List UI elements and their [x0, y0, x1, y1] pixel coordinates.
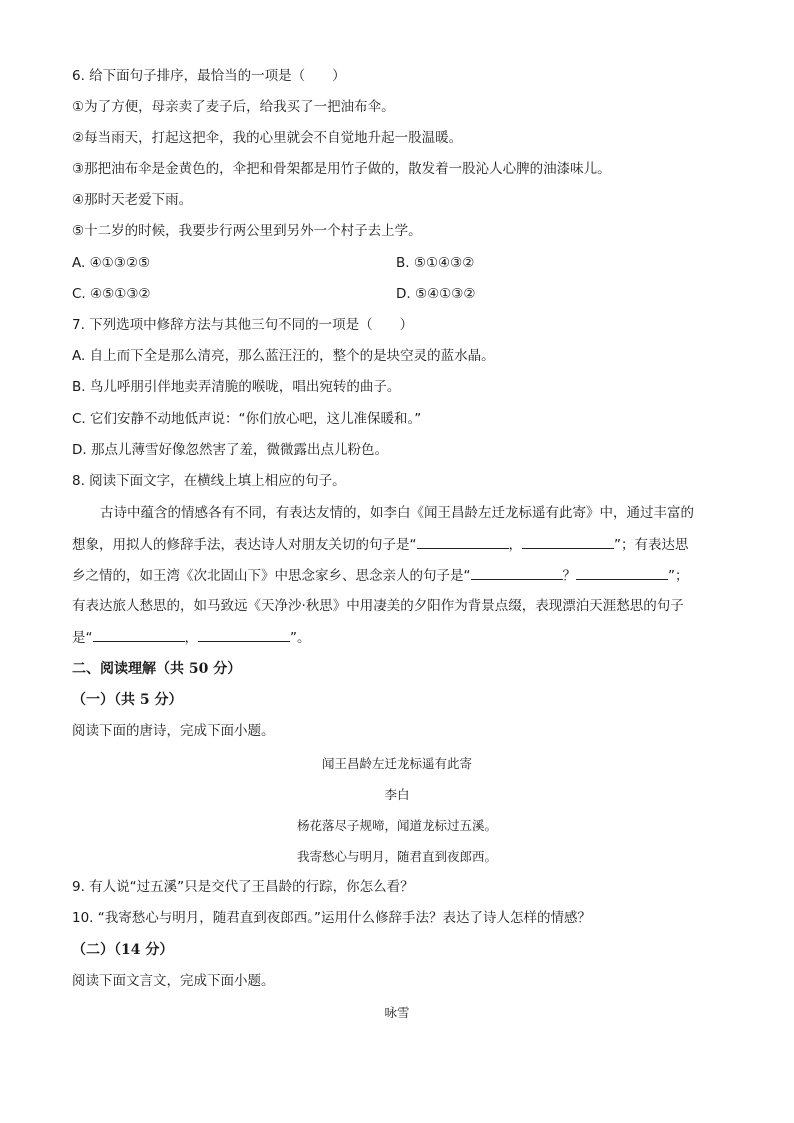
- q7-stem: 7. 下列选项中修辞方法与其他三句不同的一项是（ ）: [72, 317, 414, 333]
- q6-sentence-3: ③那把油布伞是金黄色的，伞把和骨架都是用竹子做的，散发着一股沁人心脾的油漆味儿。: [72, 161, 611, 177]
- q7-option-c: C. 它们安静不动地低声说：“你们放心吧，这儿准保暖和。”: [72, 411, 422, 427]
- q8-text: 是“: [72, 630, 93, 646]
- poem-line-1: 杨花落尽子规啼，闻道龙标过五溪。: [296, 818, 497, 833]
- answer-blank[interactable]: [93, 627, 185, 642]
- q8-text: 想象，用拟人的修辞手法，表达诗人对朋友关切的句子是“: [72, 537, 417, 553]
- q8-text: ”。: [290, 630, 311, 646]
- q6-stem: 6. 给下面句子排序，最恰当的一项是（ ）: [72, 68, 346, 84]
- q6-sentence-5: ⑤十二岁的时候，我要步行两公里到另外一个村子去上学。: [72, 223, 422, 239]
- poem-title: 闻王昌龄左迁龙标遥有此寄: [321, 756, 472, 771]
- section-title: 二、阅读理解（共 50 分）: [72, 661, 242, 677]
- q10-stem: 10. “我寄愁心与明月，随君直到夜郎西。”运用什么修辞手法？表达了诗人怎样的情感？: [72, 910, 591, 926]
- part-2-heading: （二）（14 分）: [72, 942, 174, 958]
- poem-author: 李白: [384, 787, 410, 802]
- q8-separator: ？: [562, 568, 576, 584]
- answer-blank[interactable]: [522, 534, 614, 549]
- q6-option-b: B. ⑤①④③②: [396, 255, 475, 271]
- q8-paragraph-line-2: [72, 534, 689, 555]
- part-1-heading: （一）（共 5 分）: [72, 692, 183, 708]
- q7-option-b: B. 鸟儿呼朋引伴地卖弄清脆的喉咙，唱出宛转的曲子。: [72, 379, 401, 395]
- q6-option-c: C. ④⑤①③②: [72, 286, 151, 302]
- q7-option-d: D. 那点儿薄雪好像忽然害了羞，微微露出点儿粉色。: [72, 442, 388, 458]
- prose-title: 咏雪: [384, 1005, 410, 1020]
- q8-paragraph-line-5: [72, 627, 311, 648]
- q9-stem: 9. 有人说“过五溪”只是交代了王昌龄的行踪，你怎么看？: [72, 879, 414, 895]
- q6-option-d: D. ⑤④①③②: [396, 286, 476, 302]
- q8-stem: 8. 阅读下面文字，在横线上填上相应的句子。: [72, 473, 346, 489]
- q8-paragraph-line-3: [72, 565, 689, 586]
- q8-separator: ，: [184, 630, 198, 646]
- q6-sentence-2: ②每当雨天，打起这把伞，我的心里就会不自觉地升起一股温暖。: [72, 130, 463, 146]
- q8-separator: ，: [508, 537, 522, 553]
- answer-blank[interactable]: [198, 627, 290, 642]
- q7-option-a: A. 自上而下全是那么清亮，那么蓝汪汪的，整个的是块空灵的蓝水晶。: [72, 348, 495, 364]
- q8-text: ”；有表达思: [614, 537, 689, 553]
- q6-sentence-4: ④那时天老爱下雨。: [72, 192, 193, 208]
- answer-blank[interactable]: [576, 565, 668, 580]
- answer-blank[interactable]: [417, 534, 509, 549]
- part-1-instruction: 阅读下面的唐诗，完成下面小题。: [72, 723, 275, 739]
- q8-text: ”；: [668, 568, 689, 584]
- q6-option-a: A. ④①③②⑤: [72, 255, 151, 271]
- q8-paragraph-line-4: 有表达旅人愁思的，如马致远《天净沙·秋思》中用凄美的夕阳作为背景点缀，表现漂泊天涯愁思的句子: [72, 598, 684, 614]
- poem-line-2: 我寄愁心与明月，随君直到夜郎西。: [296, 849, 497, 864]
- answer-blank[interactable]: [471, 565, 563, 580]
- q6-sentence-1: ①为了方便，母亲卖了麦子后，给我买了一把油布伞。: [72, 99, 395, 115]
- part-2-instruction: 阅读下面文言文，完成下面小题。: [72, 973, 275, 989]
- q8-paragraph-line-1: 古诗中蕴含的情感各有不同，有表达友情的，如李白《闻王昌龄左迁龙标遥有此寄》中，通过丰富的: [100, 505, 694, 521]
- q8-text: 乡之情的，如王湾《次北固山下》中思念家乡、思念亲人的句子是“: [72, 568, 471, 584]
